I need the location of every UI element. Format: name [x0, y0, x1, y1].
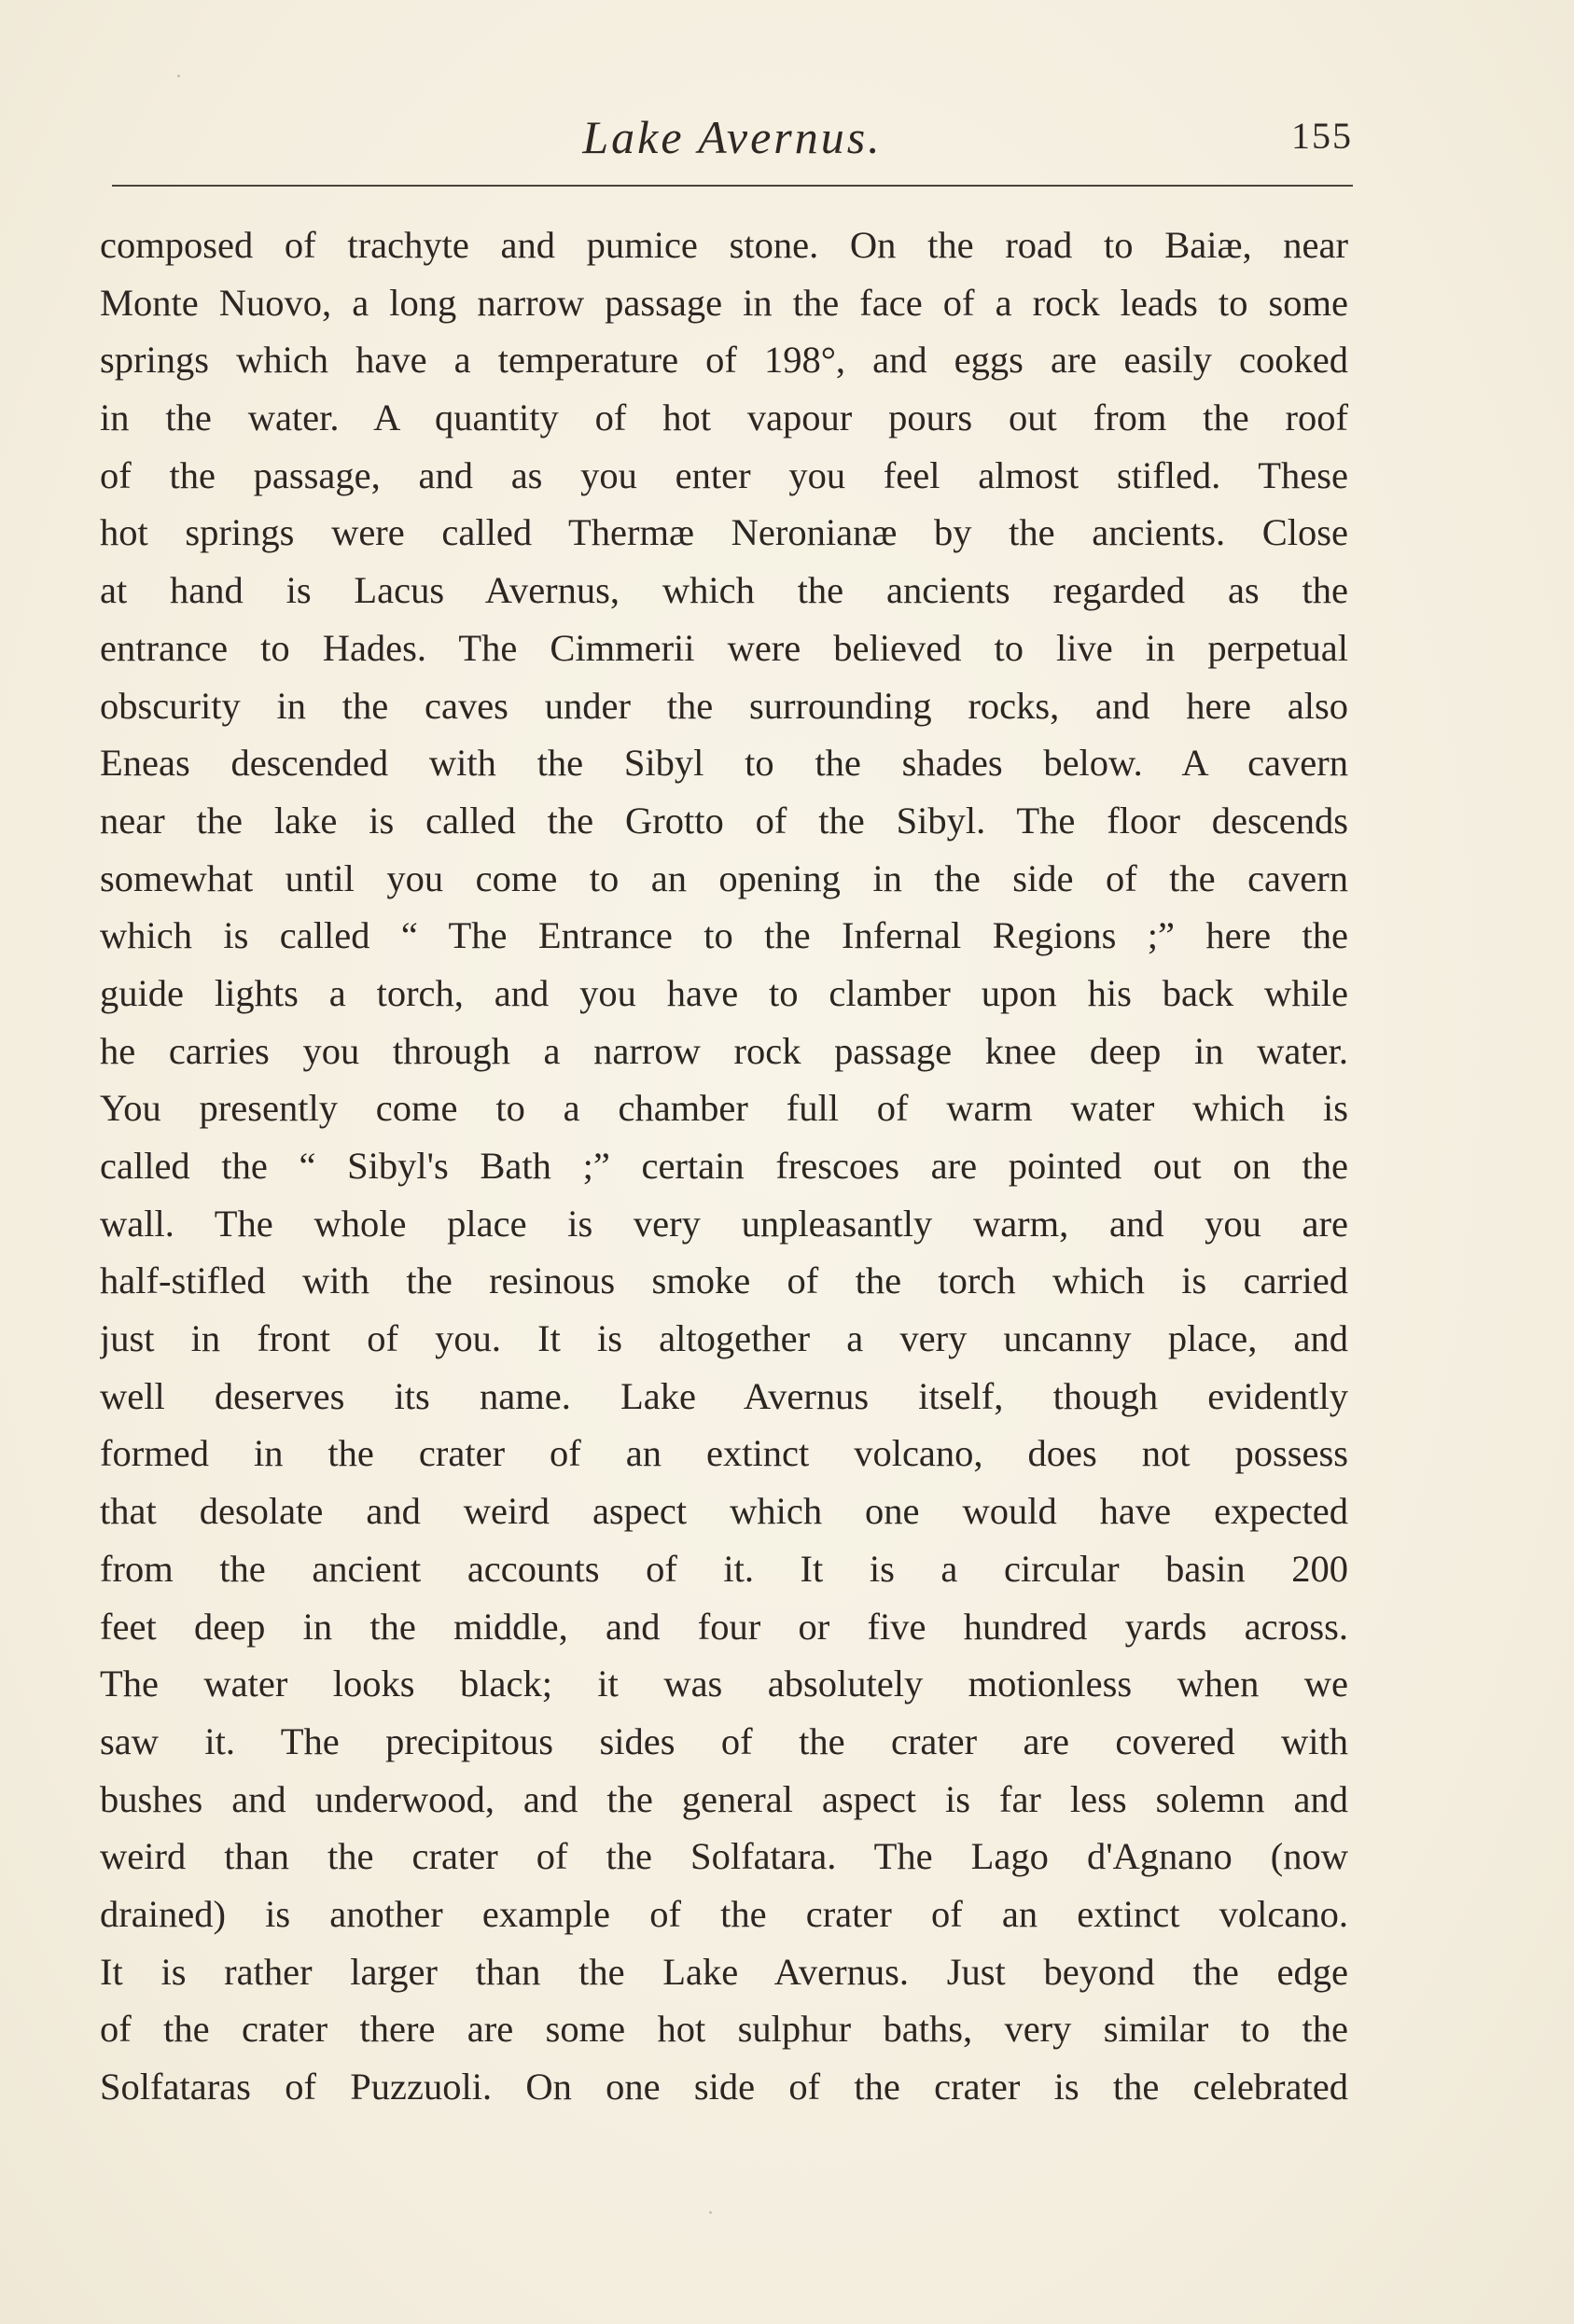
- text-line: guide lights a torch, and you have to clamber upon his back while: [100, 971, 1348, 1014]
- text-line: The water looks black; it was absolutely motionless when we: [100, 1663, 1348, 1705]
- text-line: obscurity in the caves under the surrounding rocks, and here also: [100, 684, 1348, 727]
- text-line: bushes and underwood, and the general aspect is far less solemn and: [100, 1777, 1348, 1820]
- text-line: composed of trachyte and pumice stone. On the road to Baiæ, near: [100, 224, 1348, 266]
- body-text: [100, 216, 1348, 2116]
- text-line: of the crater there are some hot sulphur baths, very similar to the: [100, 2008, 1348, 2051]
- text-line: at hand is Lacus Avernus, which the ancients regarded as the: [100, 569, 1348, 612]
- text-line: It is rather larger than the Lake Avernus. Just beyond the edge: [100, 1950, 1348, 1993]
- text-line: drained) is another example of the crater of an extinct volcano.: [100, 1892, 1348, 1935]
- header-rule: [112, 185, 1353, 187]
- text-line: that desolate and weird aspect which one would have expected: [100, 1490, 1348, 1533]
- text-line: formed in the crater of an extinct volcano, does not possess: [100, 1432, 1348, 1475]
- text-line: Monte Nuovo, a long narrow passage in the face of a rock leads to some: [100, 281, 1348, 324]
- text-line: he carries you through a narrow rock passage knee deep in water.: [100, 1029, 1348, 1072]
- text-line: You presently come to a chamber full of warm water which is: [100, 1087, 1348, 1130]
- text-line: saw it. The precipitous sides of the crater are covered with: [100, 1719, 1348, 1762]
- text-line: near the lake is called the Grotto of the Sibyl. The floor descends: [100, 799, 1348, 842]
- text-line: from the ancient accounts of it. It is a circular basin 200: [100, 1547, 1348, 1590]
- text-line: called the “ Sibyl's Bath ;” certain frescoes are pointed out on the: [100, 1145, 1348, 1187]
- text-line: Solfataras of Puzzuoli. On one side of the crater is the celebrated: [100, 2066, 1348, 2108]
- running-head: [112, 110, 1353, 166]
- paper-speck: [177, 75, 180, 77]
- paper-speck: [709, 2211, 712, 2214]
- running-title: Lake Avernus.: [582, 111, 883, 163]
- text-line: springs which have a temperature of 198°, and eggs are easily cooked: [100, 339, 1348, 382]
- text-line: feet deep in the middle, and four or five hundred yards across.: [100, 1605, 1348, 1648]
- text-line: well deserves its name. Lake Avernus itself, though evidently: [100, 1374, 1348, 1417]
- text-line: entrance to Hades. The Cimmerii were believed to live in perpetual: [100, 626, 1348, 669]
- page-number: 155: [1291, 115, 1353, 157]
- text-line: half-stifled with the resinous smoke of the torch which is carried: [100, 1259, 1348, 1302]
- text-line: weird than the crater of the Solfatara. The Lago d'Agnano (now: [100, 1835, 1348, 1878]
- text-line: just in front of you. It is altogether a very uncanny place, and: [100, 1317, 1348, 1360]
- text-line: Eneas descended with the Sibyl to the shades below. A cavern: [100, 742, 1348, 785]
- text-line: of the passage, and as you enter you feel almost stifled. These: [100, 453, 1348, 496]
- text-line: wall. The whole place is very unpleasantly warm, and you are: [100, 1202, 1348, 1245]
- text-line: which is called “ The Entrance to the Infernal Regions ;” here the: [100, 914, 1348, 957]
- text-line: somewhat until you come to an opening in the side of the cavern: [100, 856, 1348, 899]
- text-line: in the water. A quantity of hot vapour pours out from the roof: [100, 397, 1348, 439]
- text-line: hot springs were called Thermæ Neronianæ by the ancients. Close: [100, 511, 1348, 554]
